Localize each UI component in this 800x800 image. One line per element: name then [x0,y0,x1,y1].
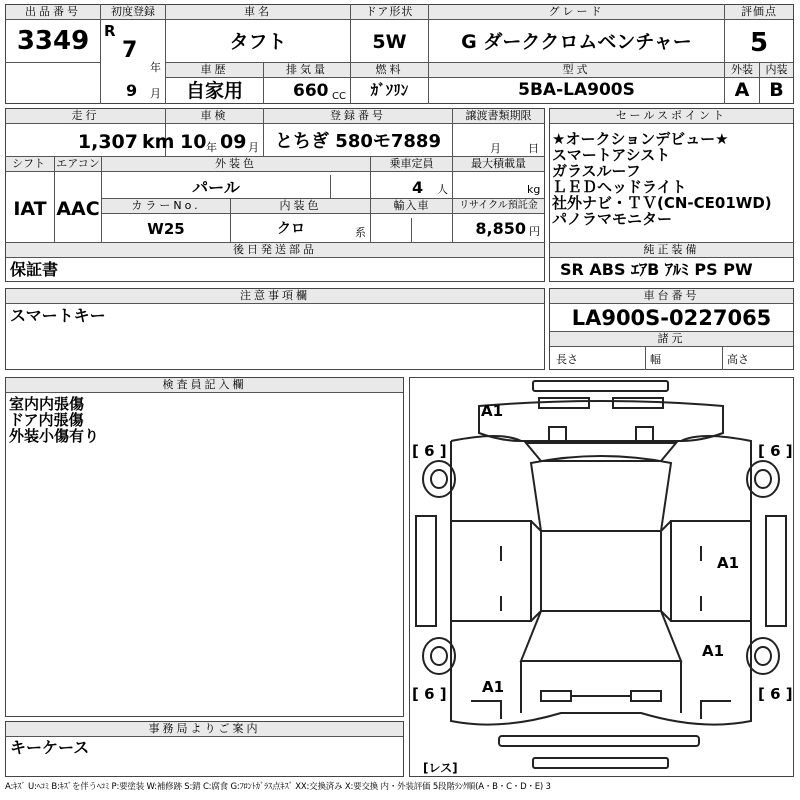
interior-color: クロ [277,221,305,237]
interior-color-unit: 系 [355,226,366,239]
header-specs: 諸元 [550,331,793,347]
inspector-note-item: 室内内張傷 [9,395,85,413]
header-displacement: 排気量 [264,63,350,78]
header-recycle: リサイクル預託金 [453,199,544,214]
reg-year-unit: 年 [150,61,161,74]
header-door: ドア形状 [351,5,428,20]
transfer-month-unit: 月 [490,142,501,155]
reg-month-unit: 月 [150,87,161,100]
notes: スマートキー [10,306,106,325]
chassis-number: LA900S-0227065 [571,306,772,330]
header-import: 輸入車 [371,199,452,214]
aircon: AAC [56,198,100,220]
sales-point-item: パノラマモニター [552,210,673,228]
fuel: ｶﾞｿﾘﾝ [370,81,409,99]
header-genuine-equipment: 純正装備 [550,243,793,258]
sales-point-item: ガラスルーフ [552,162,641,180]
header-office: 事務局よりご案内 [6,722,403,737]
header-int-color: 内装色 [231,199,370,214]
header-inspection: 車検 [166,109,263,124]
damage-mark: A1 [717,554,740,572]
tire-tread-label: [ 6 ] [412,442,447,460]
recycle-fee-unit: 円 [529,225,540,238]
header-interior: 内装 [760,63,793,78]
sales-point-item: 社外ナビ・ＴＶ(CN-CE01WD) [552,194,772,212]
header-score: 評価点 [725,5,793,20]
mileage-unit: km [142,131,175,153]
mileage: 1,307 [77,131,138,153]
displacement: 660 [293,81,329,101]
header-mileage: 走行 [6,109,165,124]
grade: G ダーククロムベンチャー [461,31,692,53]
max-load-unit: kg [527,183,541,196]
spec-height: 高さ [727,353,749,366]
damage-legend: A:ｷｽﾞ U:ﾍｺﾐ B:ｷｽﾞを伴うﾍｺﾐ P:要塗装 W:補修跡 S:錆 C:腐食 G:ﾌﾛﾝﾄｶﾞﾗｽ点ｷｽﾞ XX:交換済み X:要交換 内・外装評価 5段階ﾗﾝｸ順(A・B・C・D・E) 3 [5,782,551,792]
header-reg-no: 登録番号 [264,109,452,124]
header-chassis-no: 車台番号 [550,289,793,304]
header-inspector: 検査員記入欄 [6,378,403,393]
capacity: 4 [412,178,424,197]
car-diagram [409,377,794,777]
divider [5,62,100,63]
score: 5 [749,28,769,58]
inspection-year-unit: 年 [206,141,217,154]
era: R [104,22,116,40]
registration-number: とちぎ 580モ7889 [275,131,441,152]
divider [722,346,723,370]
divider [411,218,412,242]
door-type: 5W [372,31,407,53]
tire-tread-label: [ 6 ] [412,685,447,703]
interior-grade: B [769,79,784,101]
reg-year: 7 [122,38,138,63]
tire-tread-label: [ 6 ] [758,442,793,460]
header-fuel: 燃料 [351,63,428,78]
inspection-month: 09 [220,131,247,153]
sales-point-item: スマートアシスト [552,146,671,164]
reg-month: 9 [126,81,138,100]
exterior-color: パール [192,178,240,197]
color-number: W25 [147,220,185,238]
header-ext-color: 外装色 [102,157,370,172]
header-capacity: 乗車定員 [371,157,452,172]
divider [645,346,646,370]
transfer-day-unit: 日 [528,142,539,155]
header-history: 車歴 [166,63,263,78]
inspector-notes [9,396,99,444]
inspector-note-item: 外装小傷有り [9,427,100,445]
damage-mark: A1 [702,642,725,660]
damage-mark: A1 [481,402,504,420]
recycle-fee: 8,850 [475,219,526,238]
spec-width: 幅 [650,353,661,366]
later-parts: 保証書 [10,260,59,279]
header-sales-points: セールスポイント [550,109,793,124]
header-notes: 注意事項欄 [6,289,544,304]
header-transfer-docs: 譲渡書類期限 [453,109,544,124]
capacity-unit: 人 [437,183,448,196]
header-max-load: 最大積載量 [453,157,544,172]
damage-mark: A1 [482,678,505,696]
header-shift: シフト [6,157,54,172]
header-lot-no: 出品番号 [6,5,100,20]
car-name: タフト [229,31,287,53]
spec-length: 長さ [556,353,578,366]
history: 自家用 [185,80,243,102]
header-car-name: 車名 [166,5,350,20]
inspection-month-unit: 月 [248,141,259,154]
inspection-year: 10 [180,131,207,153]
header-aircon: エアコン [56,157,100,170]
car-diagram-drawing [410,378,793,776]
header-color-no: カラーNo. [102,199,230,214]
lot-number: 3349 [16,26,90,56]
divider [330,175,331,198]
model-code: 5BA-LA900S [518,80,635,100]
sales-point-item: ★オークションデビュー★ [552,130,729,148]
inspector-note-item: ドア内張傷 [9,411,84,429]
office-notes: キーケース [10,738,90,757]
header-first-reg: 初度登録 [101,5,165,20]
tire-tread-label: [ 6 ] [758,685,793,703]
sales-point-item: ＬＥＤヘッドライト [552,178,687,196]
header-exterior: 外装 [725,63,759,78]
spare-tire-label: [レス] [423,761,458,775]
header-model: 型式 [429,63,724,78]
exterior-grade: A [734,79,750,101]
header-later-parts: 後日発送部品 [6,243,544,258]
displacement-unit: CC [332,91,346,102]
genuine-equipment: SR ABS ｴｱB ｱﾙﾐ PS PW [560,260,753,279]
shift: IAT [13,198,47,220]
sales-points-list [552,131,772,227]
header-grade: グレード [429,5,724,20]
